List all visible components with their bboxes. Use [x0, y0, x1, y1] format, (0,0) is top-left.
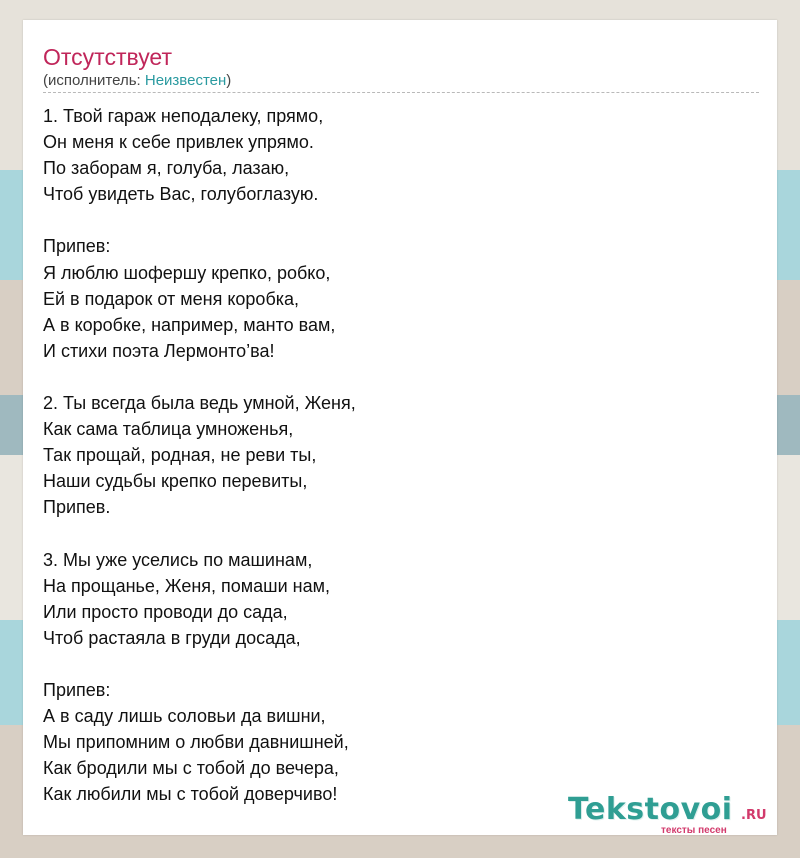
lyrics-line: 2. Ты всегда была ведь умной, Женя,: [43, 393, 356, 414]
lyrics-line: Он меня к себе привлек упрямо.: [43, 132, 314, 153]
lyrics-line: Наши судьбы крепко перевиты,: [43, 471, 308, 492]
lyrics-line: А в коробке, например, манто вам,: [43, 314, 336, 335]
logo-wordmark: Tekstovoi: [568, 792, 733, 827]
lyrics-line: Так прощай, родная, не реви ты,: [43, 445, 317, 466]
lyrics-line: Ей в подарок от меня коробка,: [43, 288, 300, 309]
lyrics-line: Припев.: [43, 497, 111, 518]
lyrics-line: Припев:: [43, 236, 111, 257]
artist-prefix: (исполнитель:: [43, 72, 145, 89]
song-title: Отсутствует: [43, 44, 172, 70]
lyrics-line: Как сама таблица умноженья,: [43, 419, 294, 440]
lyrics-blank-line: [43, 364, 743, 390]
divider: [43, 92, 759, 93]
lyrics-line: Чтоб растаяла в груди досада,: [43, 627, 301, 648]
lyrics-line: 1. Твой гараж неподалеку, прямо,: [43, 106, 324, 126]
lyrics-line: По заборам я, голуба, лазаю,: [43, 158, 290, 179]
logo-tagline: тексты песен: [661, 825, 727, 836]
tekstovoi-logo[interactable]: [568, 792, 778, 838]
lyrics-line: Я люблю шофершу крепко, робко,: [43, 262, 331, 283]
artist-line: [43, 72, 231, 90]
logo-tld: .RU: [741, 808, 767, 823]
lyrics-text: [43, 103, 743, 808]
lyrics-line: Как любили мы с тобой доверчиво!: [43, 784, 338, 805]
lyrics-blank-line: [43, 651, 743, 677]
artist-suffix: ): [226, 72, 232, 89]
lyrics-line: Или просто проводи до сада,: [43, 601, 288, 622]
lyrics-line: И стихи поэта Лермонто’ва!: [43, 340, 275, 361]
lyrics-blank-line: [43, 521, 743, 547]
lyrics-line: А в саду лишь соловьи да вишни,: [43, 706, 326, 727]
artist-link[interactable]: Неизвестен: [144, 72, 227, 89]
lyrics-card: [23, 20, 777, 835]
lyrics-line: Припев:: [43, 680, 111, 701]
lyrics-line: Как бродили мы с тобой до вечера,: [43, 758, 339, 779]
lyrics-line: На прощанье, Женя, помаши нам,: [43, 575, 330, 596]
lyrics-line: 3. Мы уже уселись по машинам,: [43, 549, 313, 570]
lyrics-line: Чтоб увидеть Вас, голубоглазую.: [43, 184, 319, 205]
lyrics-line: Мы припомним о любви давнишней,: [43, 732, 349, 753]
lyrics-blank-line: [43, 207, 743, 233]
